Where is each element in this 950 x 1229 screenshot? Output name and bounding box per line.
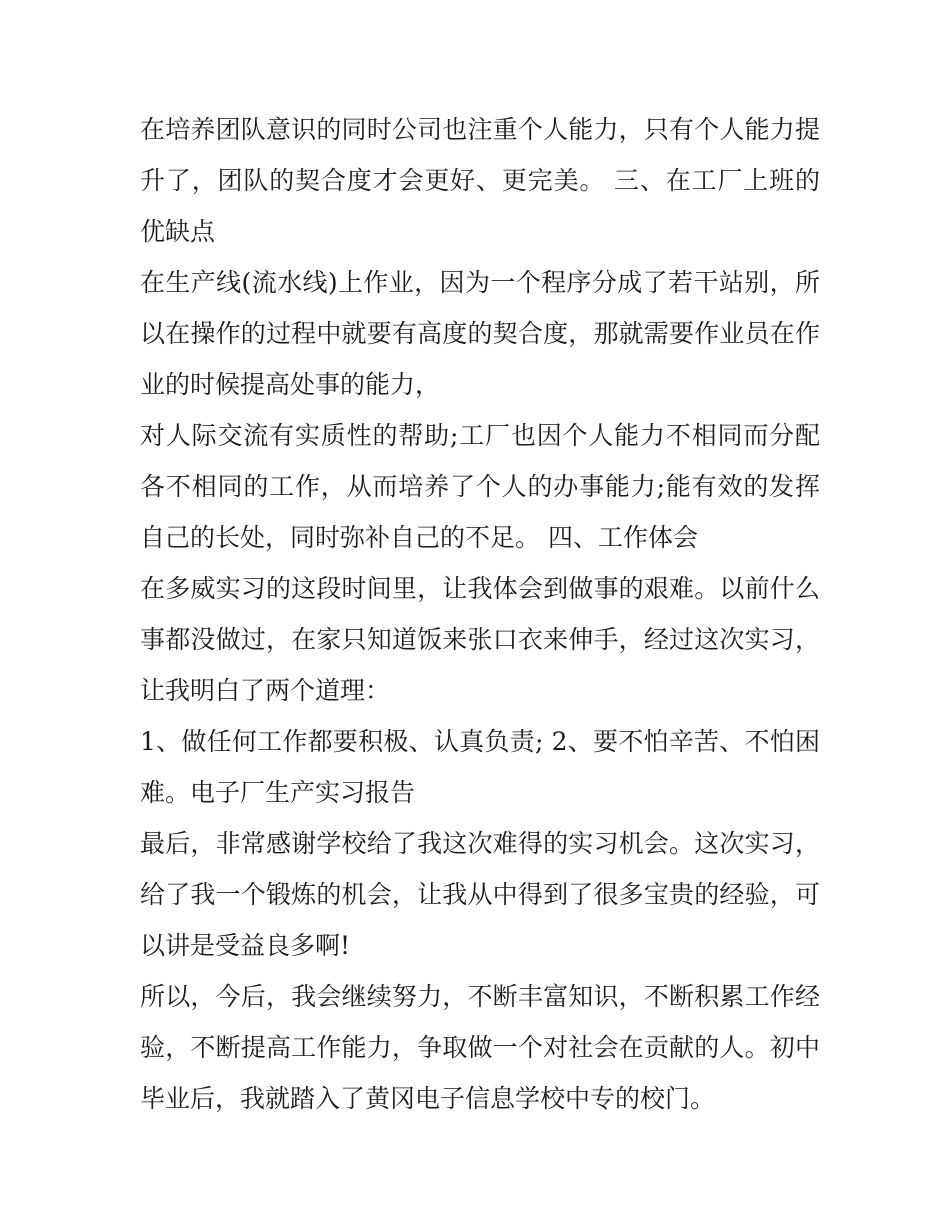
paragraph-internship-experience: 在多威实习的这段时间里，让我体会到做事的艰难。以前什么事都没做过，在家只知道饭来张口衣来伸手，经过这次实习，让我明白了两个道理： [140,574,820,705]
paragraph-teamwork: 在培养团队意识的同时公司也注重个人能力，只有个人能力提升了，团队的契合度才会更好、更完美。 三、在工厂上班的优缺点 [140,115,820,246]
document-body [140,104,820,1124]
paragraph-production-line: 在生产线(流水线)上作业，因为一个程序分成了若干站别，所以在操作的过程中就要有高度的契合度，那就需要作业员在作业的时候提高处事的能力， [140,268,820,399]
paragraph-future: 所以，今后，我会继续努力，不断丰富知识，不断积累工作经验，不断提高工作能力，争取做一个对社会在贡献的人。初中毕业后，我就踏入了黄冈电子信息学校中专的校门。 [140,982,820,1113]
paragraph-thanks: 最后，非常感谢学校给了我这次难得的实习机会。这次实习，给了我一个锻炼的机会，让我从中得到了很多宝贵的经验，可以讲是受益良多啊! [140,829,820,960]
paragraph-two-lessons: 1、做任何工作都要积极、认真负责; 2、要不怕辛苦、不怕困难。电子厂生产实习报告 [140,727,820,807]
paragraph-interpersonal: 对人际交流有实质性的帮助;工厂也因个人能力不相同而分配各不相同的工作，从而培养了个人的办事能力;能有效的发挥自己的长处，同时弥补自己的不足。 四、工作体会 [140,421,820,552]
